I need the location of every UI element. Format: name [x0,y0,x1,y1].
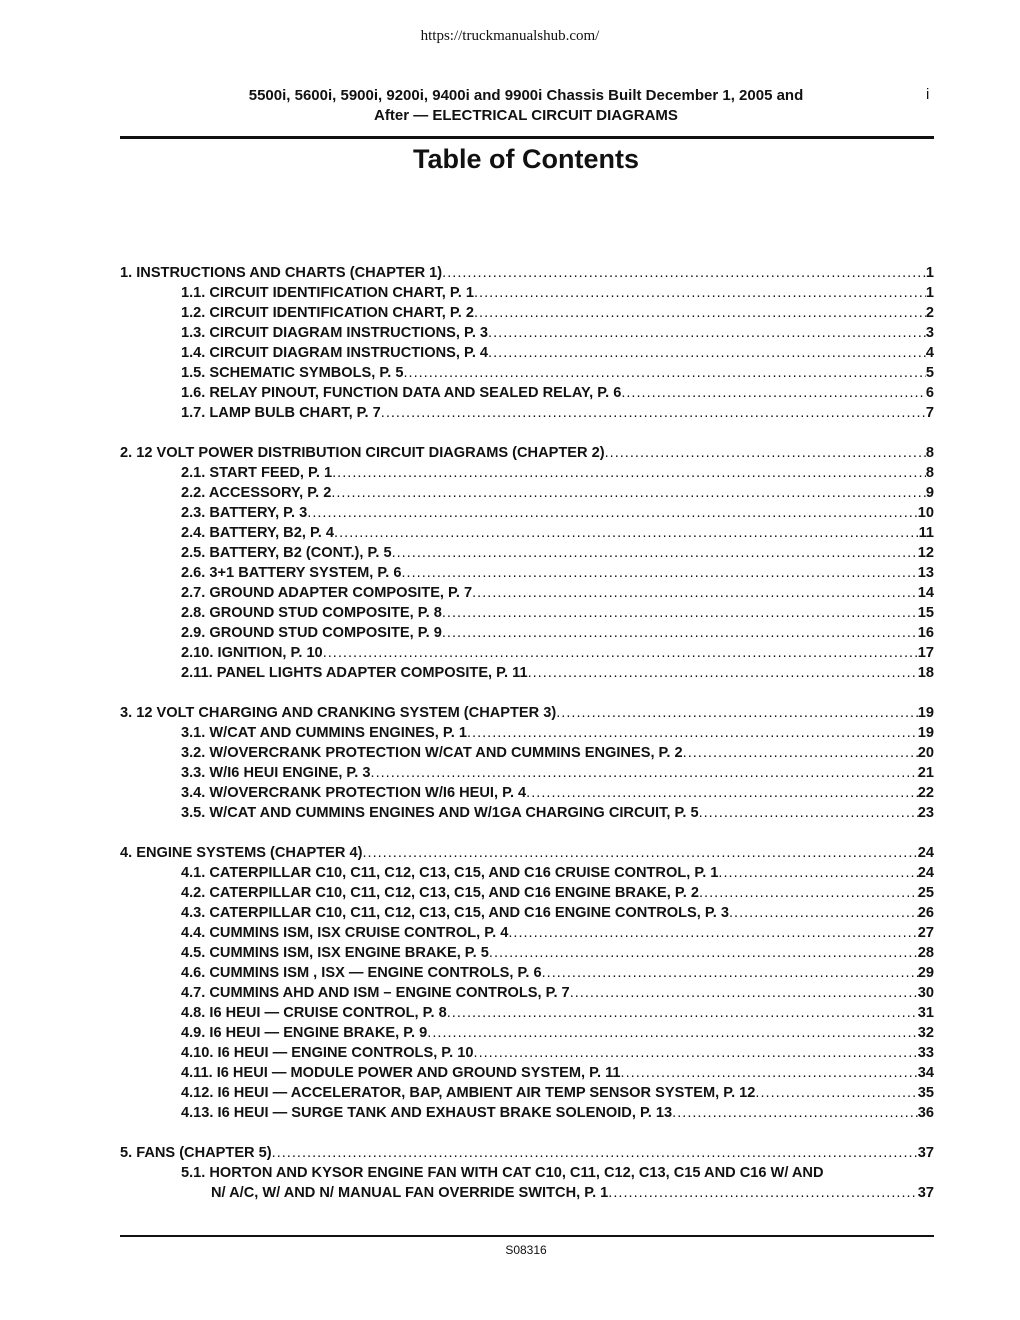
toc-entry-page: 24 [917,865,934,881]
dot-leader [371,763,918,783]
toc-section-entry[interactable] [120,1063,934,1083]
toc-section-entry[interactable] [120,1103,934,1123]
dot-leader [528,663,918,683]
toc-entry-page: 31 [917,1005,934,1021]
toc-entry-page: 16 [917,625,934,641]
dot-leader [683,743,918,763]
toc-entry-page: 11 [918,525,934,541]
toc-entry-page: 27 [917,925,934,941]
toc-entry-title: 5. FANS (CHAPTER 5) [120,1145,272,1161]
toc-entry-title: 3.4. W/OVERCRANK PROTECTION W/I6 HEUI, P. 4 [181,785,527,801]
toc-entry-page: 34 [917,1065,934,1081]
toc-section-entry[interactable] [120,1083,934,1103]
toc-entry-title: 4.7. CUMMINS AHD AND ISM – ENGINE CONTROLS, P. 7 [181,985,570,1001]
toc-section-entry[interactable] [120,903,934,923]
chapter-gap [120,683,934,703]
table-of-contents [120,263,934,1203]
toc-chapter-entry[interactable] [120,703,934,723]
toc-section-entry[interactable] [120,1043,934,1063]
toc-section-entry[interactable] [120,563,934,583]
toc-entry-title: 1. INSTRUCTIONS AND CHARTS (CHAPTER 1) [120,265,443,281]
toc-entry-title: 4.4. CUMMINS ISM, ISX CRUISE CONTROL, P. 4 [181,925,509,941]
dot-leader [508,923,917,943]
toc-entry-title: 1.4. CIRCUIT DIAGRAM INSTRUCTIONS, P. 4 [181,345,489,361]
toc-chapter-entry[interactable] [120,1143,934,1163]
dot-leader [474,1043,918,1063]
document-header [160,86,892,126]
toc-entry-title: 4.6. CUMMINS ISM , ISX — ENGINE CONTROLS, P. 6 [181,965,542,981]
toc-section-entry[interactable]: 5.1. HORTON AND KYSOR ENGINE FAN WITH CAT C10, C11, C12, C13, C15 AND C16 W/ AND [181,1165,824,1181]
toc-entry-title: 4.13. I6 HEUI — SURGE TANK AND EXHAUST BRAKE SOLENOID, P. 13 [181,1105,673,1121]
toc-section-entry[interactable] [120,343,934,363]
toc-entry-title: 2. 12 VOLT POWER DISTRIBUTION CIRCUIT DIAGRAMS (CHAPTER 2) [120,445,605,461]
toc-entry-page: 2 [925,305,934,321]
toc-entry-title: 2.2. ACCESSORY, P. 2 [181,485,332,501]
toc-entry-page: 30 [917,985,934,1001]
top-rule [120,136,934,139]
toc-entry-title: 4.8. I6 HEUI — CRUISE CONTROL, P. 8 [181,1005,447,1021]
dot-leader [447,1003,918,1023]
dot-leader [526,783,918,803]
toc-entry-title: 3.1. W/CAT AND CUMMINS ENGINES, P. 1 [181,725,467,741]
toc-entry-title: 2.11. PANEL LIGHTS ADAPTER COMPOSITE, P. 11 [181,665,528,681]
toc-entry-page: 1 [925,265,934,281]
toc-section-entry[interactable] [120,763,934,783]
toc-entry-page: 10 [917,505,934,521]
toc-entry-title: 1.3. CIRCUIT DIAGRAM INSTRUCTIONS, P. 3 [181,325,489,341]
toc-entry-page: 26 [917,905,934,921]
toc-entry-title: 4.11. I6 HEUI — MODULE POWER AND GROUND SYSTEM, P. 11 [181,1065,621,1081]
toc-section-entry[interactable] [120,403,934,423]
toc-entry-page: 24 [917,845,934,861]
toc-entry-page: 8 [925,445,934,461]
toc-entry-title: 1.2. CIRCUIT IDENTIFICATION CHART, P. 2 [181,305,474,321]
toc-entry-title: 3.5. W/CAT AND CUMMINS ENGINES AND W/1GA CHARGING CIRCUIT, P. 5 [181,805,699,821]
dot-leader [718,863,917,883]
toc-entry-title: N/ A/C, W/ AND N/ MANUAL FAN OVERRIDE SWITCH, P. 1 [211,1185,609,1201]
dot-leader [474,283,926,303]
dot-leader [334,523,919,543]
dot-leader [392,543,918,563]
dot-leader [323,643,918,663]
toc-section-entry-continuation[interactable] [120,1183,934,1203]
toc-entry-page: 14 [917,585,934,601]
dot-leader [472,583,918,603]
toc-entry-title: 2.6. 3+1 BATTERY SYSTEM, P. 6 [181,565,402,581]
toc-entry-page: 3 [925,325,934,341]
toc-section-entry[interactable] [120,523,934,543]
toc-section-entry[interactable] [120,963,934,983]
dot-leader [489,943,918,963]
toc-entry-title: 1.5. SCHEMATIC SYMBOLS, P. 5 [181,365,404,381]
dot-leader [474,303,926,323]
chapter-gap [120,823,934,843]
toc-section-entry[interactable] [120,363,934,383]
toc-entry-page: 37 [917,1185,934,1201]
toc-entry-title: 3. 12 VOLT CHARGING AND CRANKING SYSTEM (CHAPTER 3) [120,705,557,721]
toc-section-entry[interactable] [120,863,934,883]
toc-entry-page: 22 [917,785,934,801]
dot-leader [699,803,918,823]
header-line-1: 5500i, 5600i, 5900i, 9200i, 9400i and 9900i Chassis Built December 1, 2005 and [248,87,804,104]
dot-leader [442,603,918,623]
dot-leader [488,323,926,343]
toc-entry-page: 25 [917,885,934,901]
toc-entry-page: 7 [925,405,934,421]
chapter-gap [120,423,934,443]
dot-leader [556,703,918,723]
toc-entry-title: 2.9. GROUND STUD COMPOSITE, P. 9 [181,625,442,641]
toc-section-entry[interactable] [120,623,934,643]
header-line-2: After — ELECTRICAL CIRCUIT DIAGRAMS [374,107,678,124]
toc-entry-page: 6 [925,385,934,401]
toc-section-entry[interactable] [120,743,934,763]
toc-entry-page: 32 [917,1025,934,1041]
dot-leader [331,483,926,503]
toc-section-entry[interactable] [120,783,934,803]
toc-entry-title: 1.7. LAMP BULB CHART, P. 7 [181,405,381,421]
toc-entry-page: 35 [917,1085,934,1101]
toc-entry-title: 1.6. RELAY PINOUT, FUNCTION DATA AND SEALED RELAY, P. 6 [181,385,622,401]
toc-chapter-entry[interactable] [120,443,934,463]
toc-section-entry[interactable] [120,383,934,403]
dot-leader [729,903,918,923]
toc-entry-title: 4.2. CATERPILLAR C10, C11, C12, C13, C15, AND C16 ENGINE BRAKE, P. 2 [181,885,699,901]
toc-entry-title: 1.1. CIRCUIT IDENTIFICATION CHART, P. 1 [181,285,474,301]
toc-entry-title: 4.9. I6 HEUI — ENGINE BRAKE, P. 9 [181,1025,428,1041]
toc-entry-title: 3.3. W/I6 HEUI ENGINE, P. 3 [181,765,371,781]
toc-entry-title: 4.1. CATERPILLAR C10, C11, C12, C13, C15, AND C16 CRUISE CONTROL, P. 1 [181,865,719,881]
dot-leader [381,403,926,423]
toc-entry-page: 23 [917,805,934,821]
toc-section-entry[interactable] [120,283,934,303]
toc-section-entry[interactable] [120,503,934,523]
dot-leader [427,1023,917,1043]
toc-entry-page: 8 [925,465,934,481]
toc-entry-page: 9 [925,485,934,501]
toc-entry-page: 5 [925,365,934,381]
toc-entry-page: 28 [917,945,934,961]
toc-section-entry[interactable] [120,923,934,943]
toc-entry-page: 20 [917,745,934,761]
dot-leader [621,1063,918,1083]
dot-leader [403,363,925,383]
toc-entry-title: 2.8. GROUND STUD COMPOSITE, P. 8 [181,605,442,621]
dot-leader [332,463,926,483]
dot-leader [401,563,917,583]
page-number: i [926,86,930,103]
toc-chapter-entry[interactable] [120,263,934,283]
toc-entry-page: 12 [917,545,934,561]
toc-entry-page: 4 [925,345,934,361]
dot-leader [542,963,918,983]
toc-entry-page: 17 [917,645,934,661]
toc-entry-title: 2.5. BATTERY, B2 (CONT.), P. 5 [181,545,392,561]
toc-entry-page: 18 [917,665,934,681]
toc-section-entry[interactable] [120,663,934,683]
toc-section-entry[interactable] [120,303,934,323]
toc-entry-title: 4.12. I6 HEUI — ACCELERATOR, BAP, AMBIENT AIR TEMP SENSOR SYSTEM, P. 12 [181,1085,756,1101]
dot-leader [605,443,926,463]
toc-entry-title: 4. ENGINE SYSTEMS (CHAPTER 4) [120,845,363,861]
toc-entry-title: 3.2. W/OVERCRANK PROTECTION W/CAT AND CUMMINS ENGINES, P. 2 [181,745,683,761]
toc-section-entry[interactable] [120,483,934,503]
dot-leader [307,503,918,523]
toc-entry-title: 2.4. BATTERY, B2, P. 4 [181,525,335,541]
toc-entry-page: 13 [917,565,934,581]
toc-entry-title: 2.1. START FEED, P. 1 [181,465,333,481]
dot-leader [442,623,918,643]
toc-entry-title: 4.5. CUMMINS ISM, ISX ENGINE BRAKE, P. 5 [181,945,489,961]
toc-section-entry[interactable] [120,1023,934,1043]
dot-leader [362,843,917,863]
toc-section-entry[interactable] [120,1003,934,1023]
toc-entry-title: 2.10. IGNITION, P. 10 [181,645,323,661]
toc-entry-page: 29 [917,965,934,981]
toc-entry-title: 4.10. I6 HEUI — ENGINE CONTROLS, P. 10 [181,1045,474,1061]
toc-entry-page: 1 [925,285,934,301]
toc-section-entry[interactable] [120,803,934,823]
toc-section-entry[interactable] [120,583,934,603]
document-code: S08316 [505,1243,547,1257]
toc-section-entry[interactable] [120,983,934,1003]
dot-leader [570,983,918,1003]
toc-entry-page: 37 [917,1145,934,1161]
dot-leader [442,263,926,283]
toc-section-entry[interactable] [120,943,934,963]
toc-entry-title: 2.3. BATTERY, P. 3 [181,505,308,521]
toc-entry-title: 2.7. GROUND ADAPTER COMPOSITE, P. 7 [181,585,473,601]
toc-entry-page: 19 [917,725,934,741]
dot-leader [621,383,926,403]
chapter-gap [120,1123,934,1143]
toc-section-entry[interactable] [120,543,934,563]
toc-section-entry[interactable] [120,323,934,343]
toc-section-entry[interactable] [120,723,934,743]
toc-entry-page: 15 [917,605,934,621]
source-url: https://truckmanualshub.com/ [420,28,600,44]
dot-leader [755,1083,917,1103]
toc-section-entry[interactable] [120,643,934,663]
toc-entry-page: 36 [917,1105,934,1121]
dot-leader [699,883,918,903]
dot-leader [272,1143,918,1163]
bottom-rule [120,1235,934,1237]
dot-leader [672,1103,918,1123]
toc-chapter-entry[interactable] [120,843,934,863]
dot-leader [488,343,926,363]
toc-entry-page: 21 [917,765,934,781]
dot-leader [467,723,918,743]
toc-section-entry[interactable] [120,463,934,483]
toc-section-entry[interactable] [120,883,934,903]
page-title: Table of Contents [413,144,639,174]
dot-leader [608,1183,917,1203]
toc-section-entry[interactable] [120,603,934,623]
toc-entry-title: 4.3. CATERPILLAR C10, C11, C12, C13, C15, AND C16 ENGINE CONTROLS, P. 3 [181,905,729,921]
toc-entry-page: 19 [917,705,934,721]
toc-entry-page: 33 [917,1045,934,1061]
